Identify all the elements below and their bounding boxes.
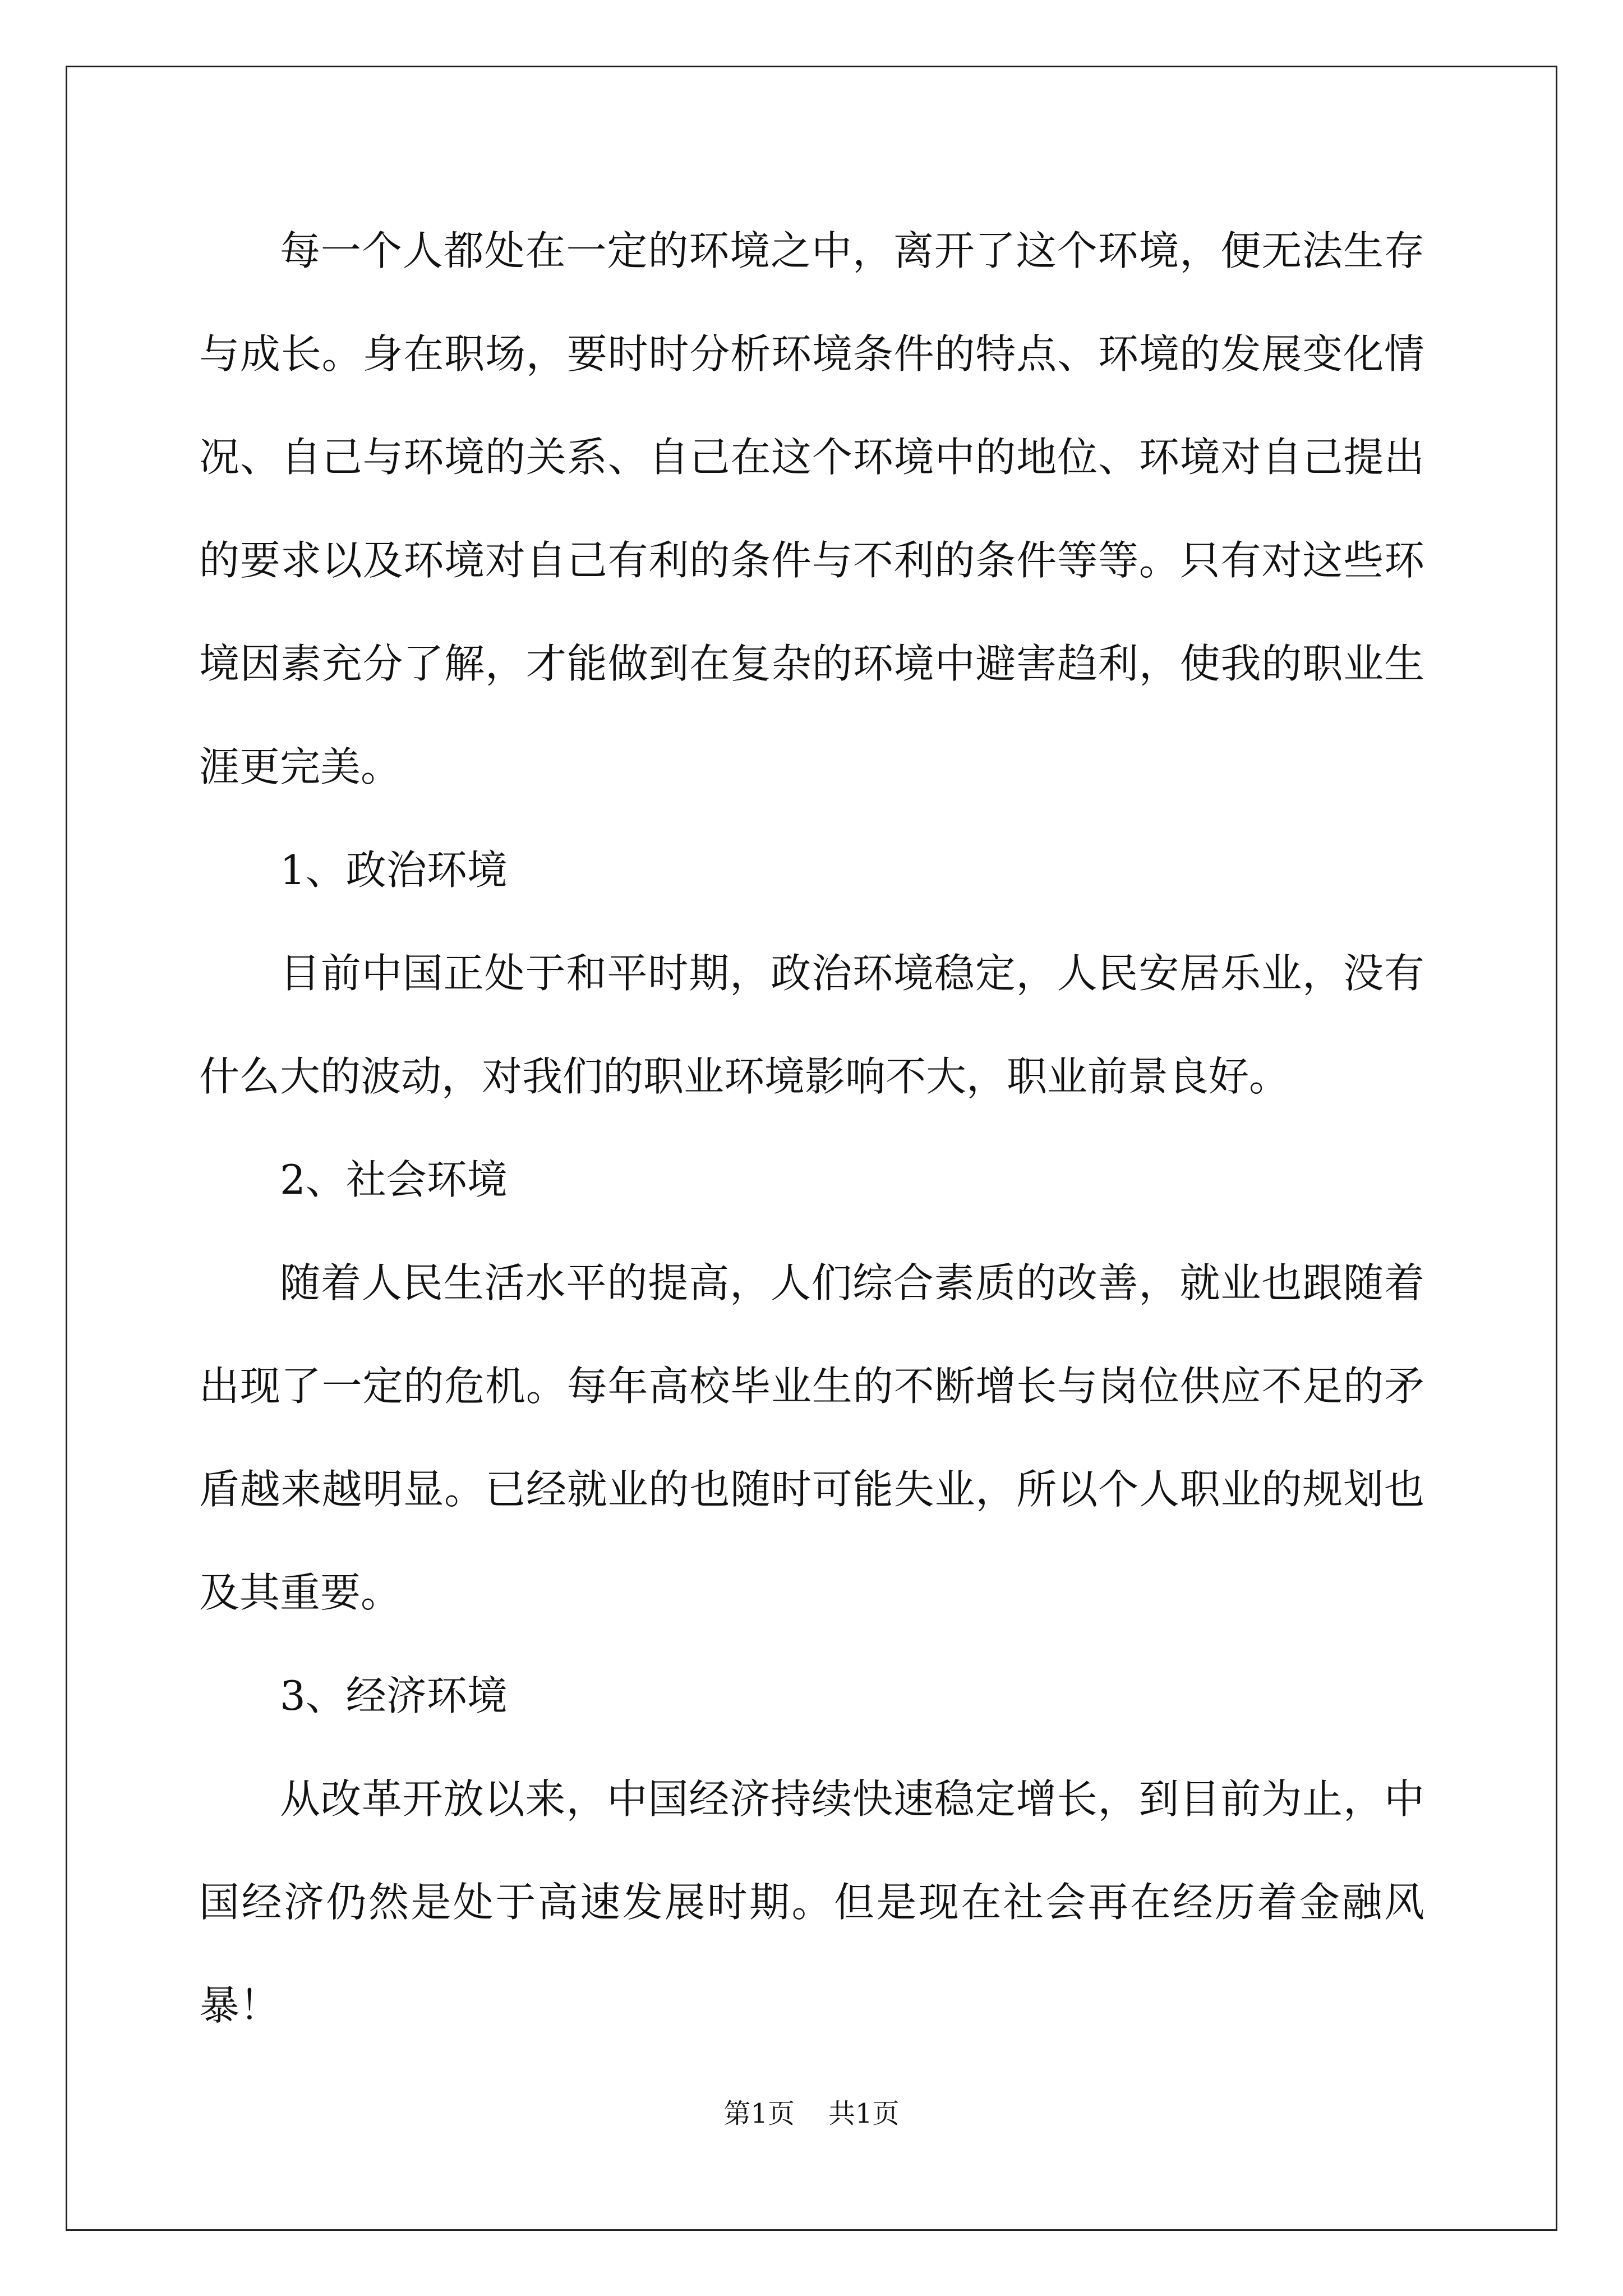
paragraph-intro: 每一个人都处在一定的环境之中，离开了这个环境，便无法生存与成长。身在职场，要时时分析环境条件的特点、环境的发展变化情况、自己与环境的关系、自己在这个环境中的地位、环境对自己提出的要求以及环境对自己有利的条件与不利的条件等等。只有对这些环境因素充分了解，才能做到在复杂的环境中避害趋利，使我的职业生涯更完美。 [199,227,1424,790]
heading-economic-environment: 3、经济环境 [280,1672,508,1719]
document-body [199,199,1424,2057]
page-number-total: 共1页 [828,2098,900,2129]
page-footer [0,2097,1623,2131]
paragraph-political-environment: 目前中国正处于和平时期，政治环境稳定，人民安居乐业，没有什么大的波动，对我们的职业环境影响不大，职业前景良好。 [199,950,1424,1100]
heading-political-environment: 1、政治环境 [280,846,508,894]
heading-social-environment: 2、社会环境 [280,1156,508,1203]
paragraph-economic-environment: 从改革开放以来，中国经济持续快速稳定增长，到目前为止，中国经济仍然是处于高速发展时期。但是现在社会再在经历着金融风暴！ [199,1775,1424,2029]
page-number-current: 第1页 [723,2098,795,2129]
paragraph-social-environment: 随着人民生活水平的提高，人们综合素质的改善，就业也跟随着出现了一定的危机。每年高校毕业生的不断增长与岗位供应不足的矛盾越来越明显。已经就业的也随时可能失业，所以个人职业的规划也及其重要。 [199,1259,1424,1616]
